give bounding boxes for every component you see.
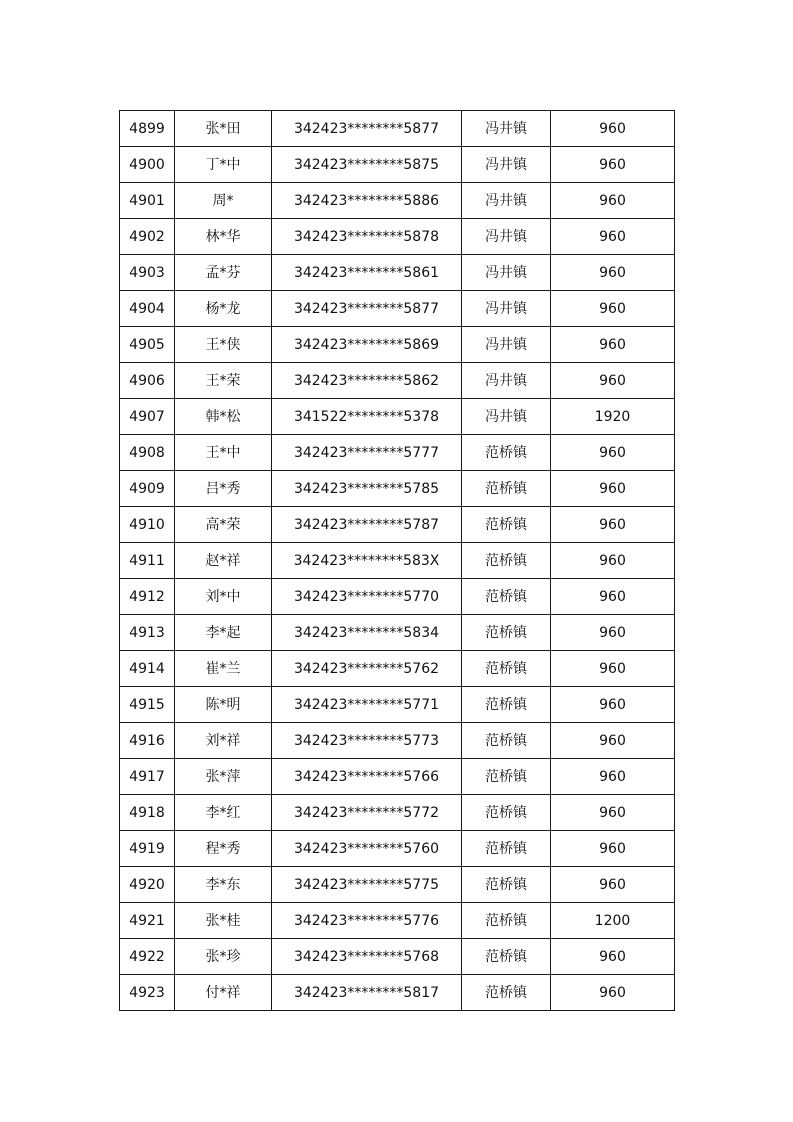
name-cell: 高*荣 — [175, 507, 272, 543]
subsidy-table — [119, 110, 675, 1011]
town-cell: 范桥镇 — [462, 939, 551, 975]
amount-cell: 960 — [551, 759, 675, 795]
row-number-cell: 4917 — [120, 759, 175, 795]
id-number-cell: 342423********5768 — [272, 939, 462, 975]
name-cell: 吕*秀 — [175, 471, 272, 507]
name-cell: 林*华 — [175, 219, 272, 255]
table-row — [120, 831, 675, 867]
amount-cell: 1920 — [551, 399, 675, 435]
town-cell: 范桥镇 — [462, 831, 551, 867]
town-cell: 冯井镇 — [462, 291, 551, 327]
name-cell: 程*秀 — [175, 831, 272, 867]
table-row — [120, 435, 675, 471]
id-number-cell: 342423********5785 — [272, 471, 462, 507]
id-number-cell: 342423********5861 — [272, 255, 462, 291]
id-number-cell: 342423********5760 — [272, 831, 462, 867]
id-number-cell: 342423********5869 — [272, 327, 462, 363]
row-number-cell: 4920 — [120, 867, 175, 903]
id-number-cell: 342423********5776 — [272, 903, 462, 939]
name-cell: 王*荣 — [175, 363, 272, 399]
id-number-cell: 342423********5817 — [272, 975, 462, 1011]
row-number-cell: 4909 — [120, 471, 175, 507]
name-cell: 李*东 — [175, 867, 272, 903]
table-row — [120, 939, 675, 975]
name-cell: 张*珍 — [175, 939, 272, 975]
town-cell: 范桥镇 — [462, 795, 551, 831]
id-number-cell: 342423********5762 — [272, 651, 462, 687]
town-cell: 范桥镇 — [462, 615, 551, 651]
table-row — [120, 759, 675, 795]
table-row — [120, 363, 675, 399]
table-row — [120, 723, 675, 759]
town-cell: 范桥镇 — [462, 471, 551, 507]
amount-cell: 960 — [551, 831, 675, 867]
name-cell: 付*祥 — [175, 975, 272, 1011]
row-number-cell: 4922 — [120, 939, 175, 975]
name-cell: 赵*祥 — [175, 543, 272, 579]
table-row — [120, 111, 675, 147]
name-cell: 陈*明 — [175, 687, 272, 723]
amount-cell: 960 — [551, 867, 675, 903]
row-number-cell: 4903 — [120, 255, 175, 291]
amount-cell: 960 — [551, 255, 675, 291]
amount-cell: 960 — [551, 975, 675, 1011]
row-number-cell: 4901 — [120, 183, 175, 219]
name-cell: 王*侠 — [175, 327, 272, 363]
town-cell: 冯井镇 — [462, 399, 551, 435]
amount-cell: 960 — [551, 939, 675, 975]
town-cell: 范桥镇 — [462, 579, 551, 615]
table-row — [120, 291, 675, 327]
town-cell: 冯井镇 — [462, 147, 551, 183]
amount-cell: 960 — [551, 615, 675, 651]
amount-cell: 960 — [551, 579, 675, 615]
table-body — [120, 111, 675, 1011]
document-table-container — [119, 110, 674, 1011]
id-number-cell: 342423********5775 — [272, 867, 462, 903]
town-cell: 冯井镇 — [462, 255, 551, 291]
table-row — [120, 795, 675, 831]
id-number-cell: 342423********5878 — [272, 219, 462, 255]
amount-cell: 960 — [551, 327, 675, 363]
amount-cell: 960 — [551, 507, 675, 543]
id-number-cell: 342423********5862 — [272, 363, 462, 399]
row-number-cell: 4915 — [120, 687, 175, 723]
amount-cell: 960 — [551, 687, 675, 723]
id-number-cell: 342423********583X — [272, 543, 462, 579]
amount-cell: 960 — [551, 147, 675, 183]
town-cell: 范桥镇 — [462, 759, 551, 795]
town-cell: 范桥镇 — [462, 543, 551, 579]
id-number-cell: 342423********5886 — [272, 183, 462, 219]
town-cell: 范桥镇 — [462, 507, 551, 543]
table-row — [120, 903, 675, 939]
table-row — [120, 507, 675, 543]
town-cell: 范桥镇 — [462, 867, 551, 903]
name-cell: 杨*龙 — [175, 291, 272, 327]
row-number-cell: 4908 — [120, 435, 175, 471]
name-cell: 张*田 — [175, 111, 272, 147]
name-cell: 李*起 — [175, 615, 272, 651]
town-cell: 范桥镇 — [462, 903, 551, 939]
amount-cell: 960 — [551, 651, 675, 687]
id-number-cell: 342423********5834 — [272, 615, 462, 651]
name-cell: 刘*中 — [175, 579, 272, 615]
town-cell: 范桥镇 — [462, 723, 551, 759]
table-row — [120, 651, 675, 687]
row-number-cell: 4916 — [120, 723, 175, 759]
amount-cell: 960 — [551, 543, 675, 579]
id-number-cell: 342423********5773 — [272, 723, 462, 759]
row-number-cell: 4918 — [120, 795, 175, 831]
row-number-cell: 4902 — [120, 219, 175, 255]
amount-cell: 960 — [551, 471, 675, 507]
name-cell: 张*萍 — [175, 759, 272, 795]
town-cell: 冯井镇 — [462, 363, 551, 399]
row-number-cell: 4900 — [120, 147, 175, 183]
row-number-cell: 4911 — [120, 543, 175, 579]
id-number-cell: 342423********5772 — [272, 795, 462, 831]
row-number-cell: 4907 — [120, 399, 175, 435]
row-number-cell: 4904 — [120, 291, 175, 327]
table-row — [120, 615, 675, 651]
town-cell: 范桥镇 — [462, 651, 551, 687]
id-number-cell: 342423********5875 — [272, 147, 462, 183]
row-number-cell: 4899 — [120, 111, 175, 147]
amount-cell: 960 — [551, 183, 675, 219]
row-number-cell: 4919 — [120, 831, 175, 867]
name-cell: 丁*中 — [175, 147, 272, 183]
name-cell: 王*中 — [175, 435, 272, 471]
table-row — [120, 975, 675, 1011]
table-row — [120, 471, 675, 507]
row-number-cell: 4912 — [120, 579, 175, 615]
id-number-cell: 342423********5877 — [272, 291, 462, 327]
row-number-cell: 4906 — [120, 363, 175, 399]
name-cell: 周* — [175, 183, 272, 219]
amount-cell: 960 — [551, 291, 675, 327]
row-number-cell: 4905 — [120, 327, 175, 363]
town-cell: 冯井镇 — [462, 219, 551, 255]
row-number-cell: 4923 — [120, 975, 175, 1011]
town-cell: 范桥镇 — [462, 975, 551, 1011]
name-cell: 张*桂 — [175, 903, 272, 939]
name-cell: 孟*芬 — [175, 255, 272, 291]
table-row — [120, 183, 675, 219]
town-cell: 范桥镇 — [462, 687, 551, 723]
name-cell: 李*红 — [175, 795, 272, 831]
table-row — [120, 867, 675, 903]
table-row — [120, 543, 675, 579]
amount-cell: 960 — [551, 435, 675, 471]
id-number-cell: 342423********5771 — [272, 687, 462, 723]
id-number-cell: 342423********5770 — [272, 579, 462, 615]
table-row — [120, 687, 675, 723]
amount-cell: 960 — [551, 795, 675, 831]
id-number-cell: 342423********5787 — [272, 507, 462, 543]
table-row — [120, 327, 675, 363]
table-row — [120, 399, 675, 435]
name-cell: 刘*祥 — [175, 723, 272, 759]
id-number-cell: 342423********5777 — [272, 435, 462, 471]
name-cell: 韩*松 — [175, 399, 272, 435]
row-number-cell: 4913 — [120, 615, 175, 651]
id-number-cell: 342423********5766 — [272, 759, 462, 795]
name-cell: 崔*兰 — [175, 651, 272, 687]
amount-cell: 1200 — [551, 903, 675, 939]
row-number-cell: 4910 — [120, 507, 175, 543]
amount-cell: 960 — [551, 219, 675, 255]
amount-cell: 960 — [551, 363, 675, 399]
row-number-cell: 4914 — [120, 651, 175, 687]
town-cell: 冯井镇 — [462, 327, 551, 363]
table-row — [120, 579, 675, 615]
row-number-cell: 4921 — [120, 903, 175, 939]
amount-cell: 960 — [551, 111, 675, 147]
id-number-cell: 341522********5378 — [272, 399, 462, 435]
town-cell: 范桥镇 — [462, 435, 551, 471]
table-row — [120, 255, 675, 291]
table-row — [120, 219, 675, 255]
table-row — [120, 147, 675, 183]
town-cell: 冯井镇 — [462, 183, 551, 219]
id-number-cell: 342423********5877 — [272, 111, 462, 147]
amount-cell: 960 — [551, 723, 675, 759]
town-cell: 冯井镇 — [462, 111, 551, 147]
